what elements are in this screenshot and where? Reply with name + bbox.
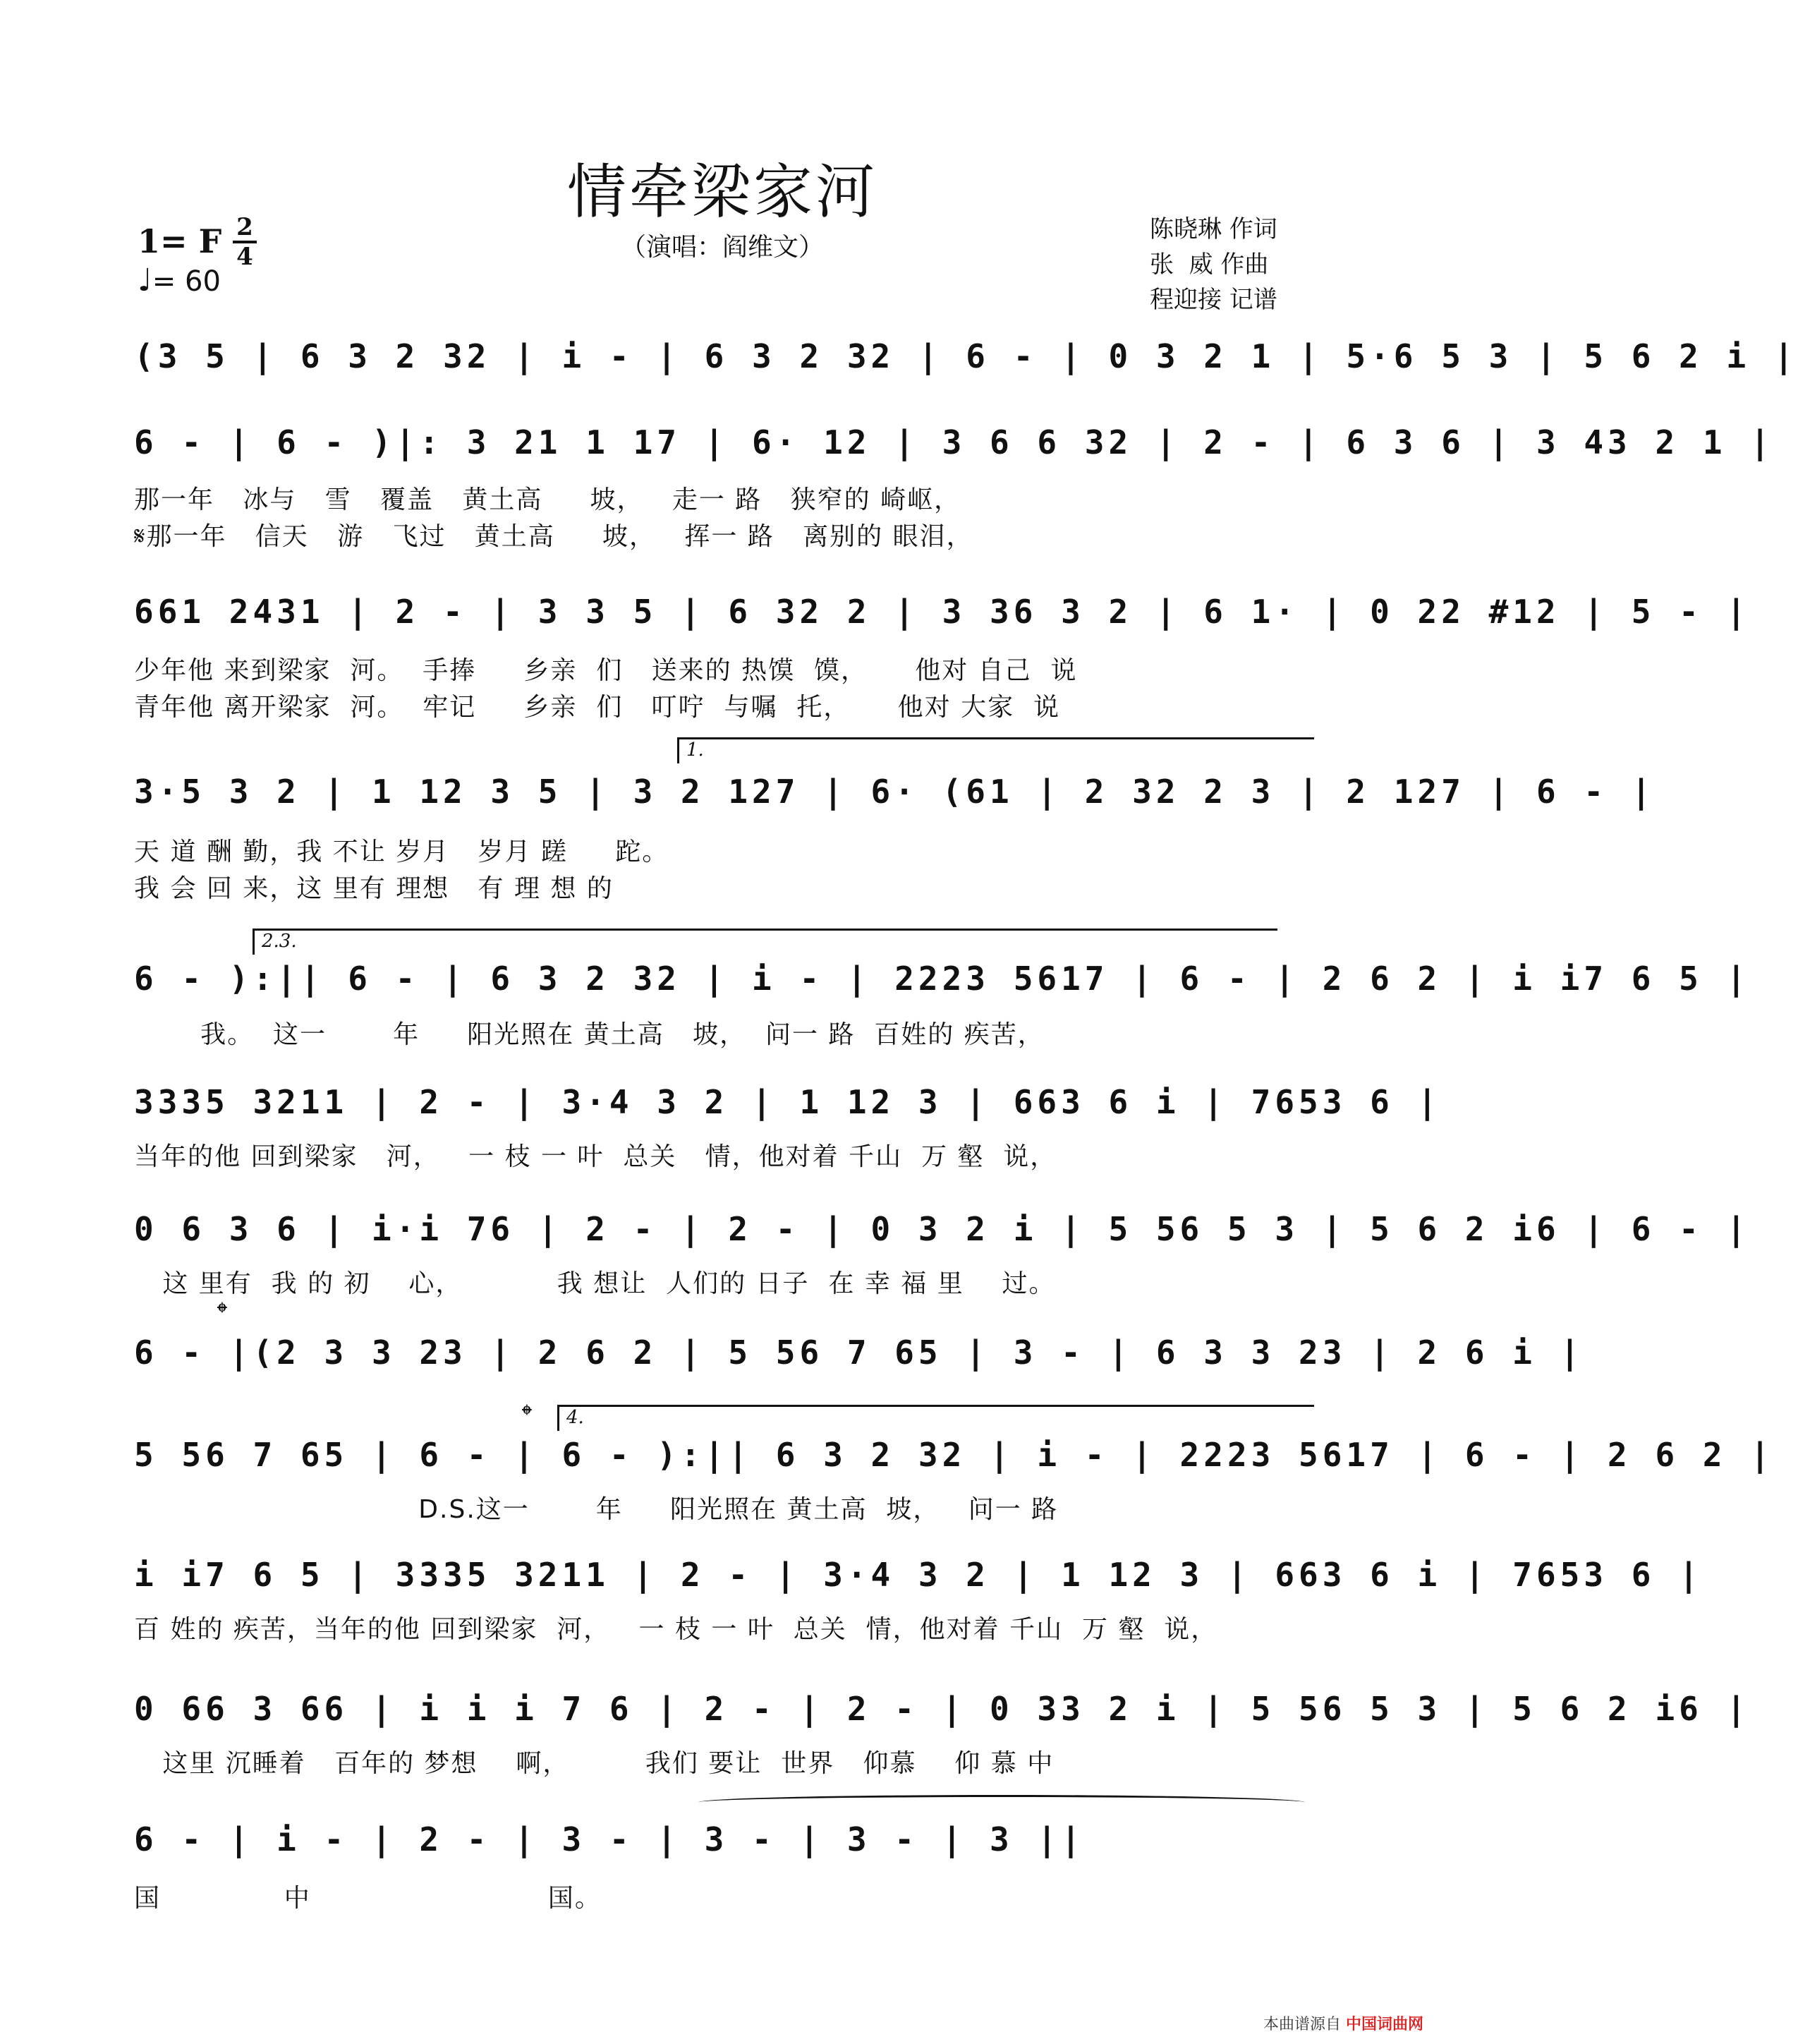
tempo-value: = 60 [152,265,221,298]
credits [1150,212,1277,318]
key-signature: 1= F [138,222,222,260]
quarter-note-icon: ♩ [138,262,152,298]
lyrics-verse-1: 那一年 冰与 雪 覆盖 黄土高 坡， 走一 路 狭窄的 崎岖， [134,485,961,514]
time-signature [233,215,257,269]
song-title: 情牵梁家河 [566,157,877,226]
transcriber-credit: 程迎接 记谱 [1150,286,1277,314]
coda-icon: 𝄌 [217,1297,227,1329]
lyrics-verse-1: 天 道 酬 勤，我 不让 岁月 岁月 蹉 跎。 [134,837,669,866]
notes-line: 0 66 3 66 | i i i 7 6 | 2 - | 2 - | 0 33 2 i | 5 56 5 3 | 5 6 2 i6 | [134,1690,1751,1728]
lyrics-ending: 国 中 国。 [134,1884,602,1913]
tie-line [698,1795,1305,1810]
lyrics-chorus: 我。 这一 年 阳光照在 黄土高 坡， 问一 路 百姓的 疾苦， [134,1020,1045,1049]
lyrics-chorus: 这里 沉睡着 百年的 梦想 啊， 我们 要让 世界 仰慕 仰 慕 中 [134,1749,1055,1778]
lyrics-verse-2: 青年他 离开梁家 河。 牢记 乡亲 们 叮咛 与嘱 托， 他对 大家 说 [134,693,1060,722]
footer-source-label: 本曲谱源自 [1263,2016,1341,2033]
notes-line: 6 - |(2 3 3 23 | 2 6 2 | 5 56 7 65 | 3 - | 6 3 3 23 | 2 6 i | [134,1334,1584,1372]
lyrics-verse-2: 我 会 回 来，这 里有 理想 有 理 想 的 [134,874,614,903]
notes-line: 3335 3211 | 2 - | 3·4 3 2 | 1 12 3 | 663 6 i | 7653 6 | [134,1083,1442,1121]
notes-line: (3 5 | 6 3 2 32 | i - | 6 3 2 32 | 6 - | 0 3 2 1 | 5·6 5 3 | 5 6 2 i | [134,337,1798,375]
second-ending-bracket: 2.3. [253,929,1277,955]
first-ending-bracket: 1. [677,737,1314,763]
time-bottom: 4 [236,243,253,271]
fourth-ending-bracket: 4. [557,1405,1314,1431]
lyrics-chorus: D.S.这一 年 阳光照在 黄土高 坡， 问一 路 [134,1495,1059,1524]
composer-credit: 张 威 作曲 [1150,250,1269,279]
lyrics-verse-1: 少年他 来到梁家 河。 手捧 乡亲 们 送来的 热馍 馍， 他对 自己 说 [134,656,1078,685]
singer-credit: （演唱：阎维文） [620,233,824,262]
coda-icon: 𝄌 [522,1399,532,1432]
notes-line: 0 6 3 6 | i·i 76 | 2 - | 2 - | 0 3 2 i | 5 56 5 3 | 5 6 2 i6 | 6 - | [134,1210,1751,1248]
notes-line: 661 2431 | 2 - | 3 3 5 | 6 32 2 | 3 36 3 2 | 6 1· | 0 22 #12 | 5 - | [134,593,1751,631]
notes-line: i i7 6 5 | 3335 3211 | 2 - | 3·4 3 2 | 1 12 3 | 663 6 i | 7653 6 | [134,1556,1703,1594]
tempo-marking [138,262,221,298]
lyricist-credit: 陈晓琳 作词 [1150,215,1277,243]
notes-line: 6 - | 6 - )|: 3 21 1 17 | 6· 12 | 3 6 6 32 | 2 - | 6 3 6 | 3 43 2 1 | [134,423,1774,461]
lyrics-chorus: 当年的他 回到梁家 河， 一 枝 一 叶 总关 情，他对着 千山 万 壑 说， [134,1142,1057,1171]
lyrics-verse-2: 𝄋那一年 信天 游 飞过 黄土高 坡， 挥一 路 离别的 眼泪， [134,522,973,551]
source-footer [1263,2012,1423,2034]
notes-line: 3·5 3 2 | 1 12 3 5 | 3 2 127 | 6· (61 | 2 32 2 3 | 2 127 | 6 - | [134,773,1656,811]
lyrics-chorus: 百 姓的 疾苦，当年的他 回到梁家 河， 一 枝 一 叶 总关 情，他对着 千山 万 壑 说， [134,1615,1218,1644]
notes-line: 6 - ):|| 6 - | 6 3 2 32 | i - | 2223 5617 | 6 - | 2 6 2 | i i7 6 5 | [134,960,1751,998]
notes-line: 6 - | i - | 2 - | 3 - | 3 - | 3 - | 3 || [134,1820,1085,1858]
time-top: 2 [236,213,253,241]
footer-site-link[interactable]: 中国词曲网 [1345,2016,1423,2033]
notes-line: 5 56 7 65 | 6 - | 6 - ):|| 6 3 2 32 | i - | 2223 5617 | 6 - | 2 6 2 | [134,1436,1774,1474]
lyrics-chorus: 这 里有 我 的 初 心， 我 想让 人们的 日子 在 幸 福 里 过。 [134,1269,1056,1298]
